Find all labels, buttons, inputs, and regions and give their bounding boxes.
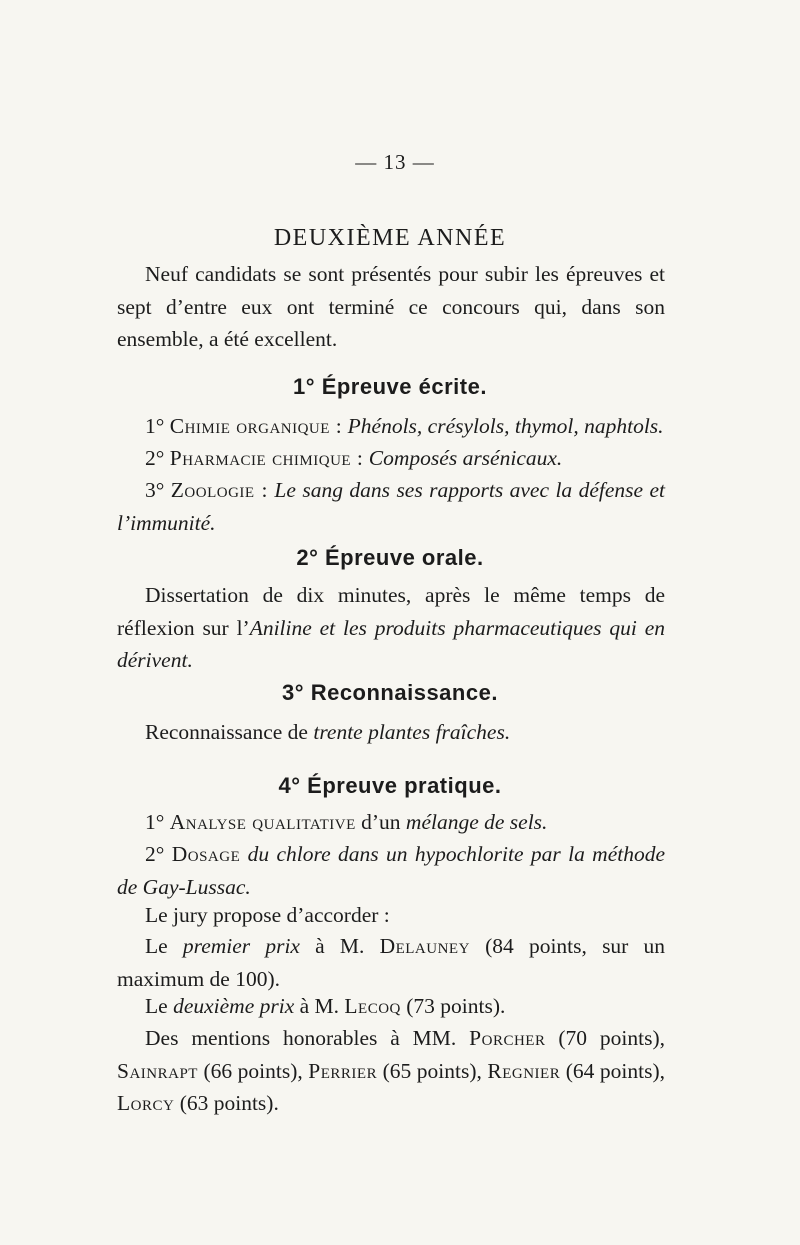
written-item-2 <box>117 442 665 475</box>
prize-pre: Le <box>145 994 168 1018</box>
mention-points: (64 points), <box>565 1058 666 1083</box>
written-exam-heading: 1° Épreuve écrite. <box>293 374 487 399</box>
subject-topic: mélange de sels. <box>405 810 548 834</box>
laureate-name: Delauney <box>379 934 470 958</box>
mention-points: (66 points), <box>203 1058 303 1083</box>
second-prize <box>117 990 665 1023</box>
subject-label: Zoologie : <box>170 478 268 502</box>
prize-mid: à M. <box>299 994 340 1018</box>
prize-pre: Le <box>145 934 168 958</box>
item-number: 1° <box>145 414 165 438</box>
subject-label: Analyse qualitative <box>169 810 356 834</box>
written-item-3 <box>117 474 665 539</box>
item-number: 3° <box>145 478 165 502</box>
section-title: DEUXIÈME ANNÉE <box>273 225 507 251</box>
mention-name: Porcher <box>469 1026 546 1050</box>
oral-topic: Aniline et les produits pharmaceutiques qui en dérivent. <box>117 615 665 672</box>
subject-label: Dosage <box>171 842 241 866</box>
mention-points: (70 points), <box>558 1026 666 1050</box>
recognition-paragraph <box>117 716 665 749</box>
recognition-heading: 3° Reconnaissance. <box>282 680 498 705</box>
laureate-name: Lecoq <box>344 994 401 1018</box>
page-number: — 13 — <box>355 150 435 174</box>
subject-topic: Le sang dans ses rapports avec la défense et l’immunité. <box>117 478 666 535</box>
subject-topic: du chlore dans un hypochlorite par la méthode de Gay-Lussac. <box>117 842 666 899</box>
prize-title: deuxième prix <box>173 994 295 1018</box>
mention-points: (63 points). <box>179 1091 279 1115</box>
jury-intro: Le jury propose d’accorder : <box>145 903 390 927</box>
item-number: 2° <box>145 446 165 470</box>
mention-name: Lorcy <box>117 1091 175 1115</box>
subject-label: Pharmacie chimique : <box>169 446 364 470</box>
first-prize <box>117 930 665 995</box>
subject-label: Chimie organique : <box>169 414 343 438</box>
practical-item-2 <box>117 838 665 903</box>
mentions-intro: Des mentions honorables à MM. <box>145 1026 457 1050</box>
recognition-text: Reconnaissance de <box>145 720 308 744</box>
recognition-topic: trente plantes fraîches. <box>313 720 511 744</box>
prize-mid: à M. <box>315 934 365 958</box>
mention-points: (65 points), <box>382 1058 482 1083</box>
prize-points: (84 points, sur un maximum de 100). <box>117 934 666 991</box>
mention-name: Regnier <box>487 1058 561 1083</box>
item-number: 1° <box>145 810 165 834</box>
practical-item-1 <box>117 806 665 839</box>
item-number: 2° <box>145 842 165 866</box>
prize-points: (73 points). <box>406 994 506 1018</box>
oral-exam-heading: 2° Épreuve orale. <box>296 545 484 570</box>
subject-topic: Phénols, crésylols, thymol, naphtols. <box>347 414 664 438</box>
oral-paragraph <box>117 579 665 677</box>
subject-topic: Composés arsénicaux. <box>368 446 563 470</box>
oral-text: Dissertation de dix minutes, après le même temps de réflexion sur l’ <box>117 583 665 640</box>
written-item-1 <box>117 410 665 443</box>
mention-name: Sainrapt <box>117 1058 198 1083</box>
intro-paragraph: Neuf candidats se sont présentés pour subir les épreuves et sept d’entre eux ont terminé ce concours qui, dans son ensemble, a été excellent. <box>117 262 665 351</box>
honorable-mentions <box>117 1022 665 1120</box>
prize-title: premier prix <box>182 934 300 958</box>
subject-connector: d’un <box>361 810 401 834</box>
practical-exam-heading: 4° Épreuve pratique. <box>278 773 502 798</box>
mention-name: Perrier <box>308 1058 378 1083</box>
